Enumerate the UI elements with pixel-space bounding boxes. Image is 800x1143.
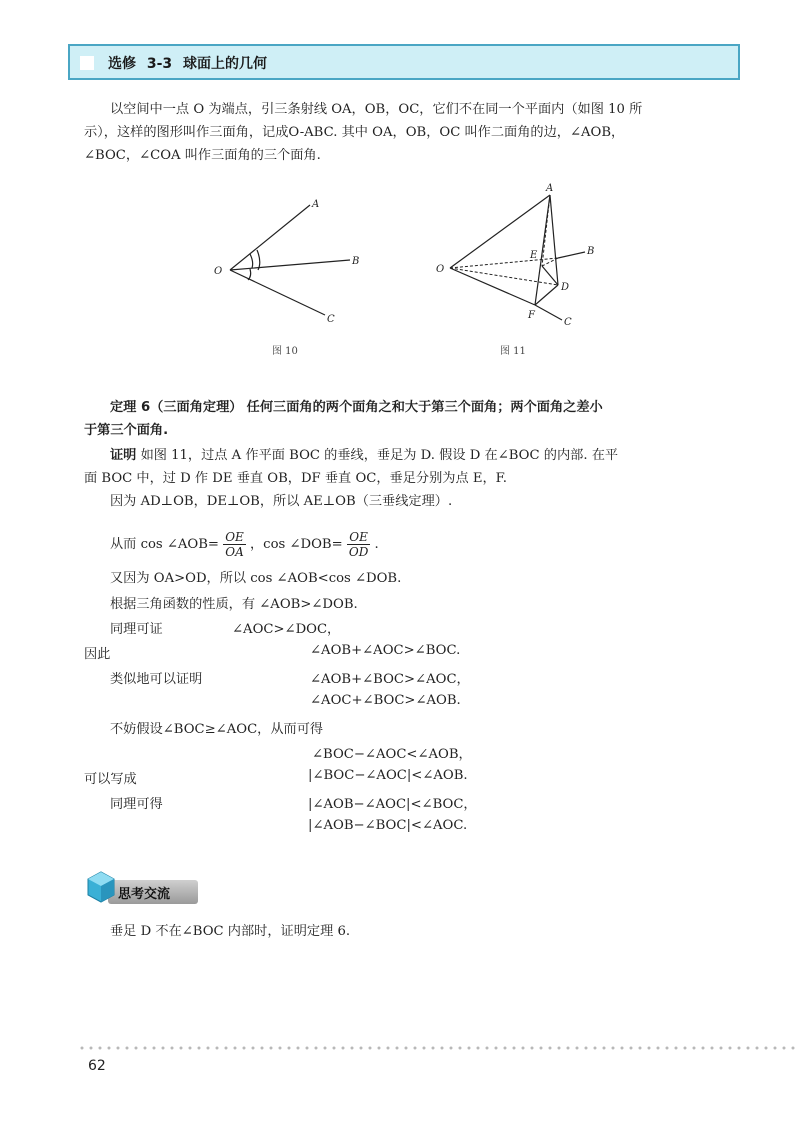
page-number: 62 — [88, 1058, 106, 1074]
fraction-oe-oa — [223, 530, 246, 559]
proof-line-14b: |∠AOB−∠AOC|<∠BOC， — [308, 797, 477, 812]
figure-10 — [200, 190, 380, 350]
think-label: 思考交流 — [118, 887, 171, 902]
fig11-label-F: F — [528, 310, 535, 321]
proof-l4-part-a: 从而 cos ∠AOB= — [110, 537, 219, 552]
fig11-label-A: A — [546, 183, 554, 194]
proof-line-13b: |∠BOC−∠AOC|<∠AOB. — [308, 768, 468, 783]
fraction-oe-od — [347, 530, 370, 559]
proof-line-3: 因为 AD⊥OB，DE⊥OB，所以 AE⊥OB（三垂线定理）. — [110, 494, 453, 509]
proof-line-7b: ∠AOC>∠DOC， — [232, 622, 341, 637]
intro-paragraph — [84, 98, 724, 167]
proof-paragraph — [84, 444, 724, 513]
fig11-label-O: O — [436, 264, 445, 275]
fig11-label-B: B — [587, 246, 595, 257]
proof-line-4 — [110, 530, 379, 559]
think-text: 垂足 D 不在∠BOC 内部时，证明定理 6. — [110, 924, 351, 939]
theorem-text-1: 任何三面角的两个面角之和大于第三个面角；两个面角之差小 — [246, 400, 603, 415]
proof-line-5: 又因为 OA>OD，所以 cos ∠AOB<cos ∠DOB. — [110, 571, 402, 586]
proof-line-15: |∠AOB−∠BOC|<∠AOC. — [308, 818, 468, 833]
fig11-label-C: C — [564, 317, 572, 328]
theorem-paragraph — [84, 396, 724, 442]
cube-icon — [86, 870, 116, 904]
frac1-num: OE — [225, 530, 244, 544]
proof-text-1: 如图 11，过点 A 作平面 BOC 的垂线，垂足为 D. 假设 D 在∠BOC 的内部. 在平 — [140, 448, 619, 463]
proof-line-9b: ∠AOB+∠BOC>∠AOC， — [310, 672, 470, 687]
frac2-den: OD — [348, 545, 369, 559]
footer-dotted-divider — [80, 1045, 800, 1051]
proof-line-12: ∠BOC−∠AOC<∠AOB， — [312, 747, 472, 762]
fig10-label-A: A — [312, 199, 320, 210]
proof-line-14a: 同理可得 — [110, 797, 163, 812]
proof-line-2: 面 BOC 中，过 D 作 DE 垂直 OB，DF 垂直 OC，垂足分别为点 E，F. — [84, 471, 507, 486]
fig10-caption: 图 10 — [272, 346, 298, 357]
proof-line-8b: ∠AOB+∠AOC>∠BOC. — [310, 643, 461, 658]
intro-line-3: ∠BOC，∠COA 叫作三面角的三个面角. — [84, 148, 321, 163]
fig10-label-O: O — [214, 266, 223, 277]
frac2-num: OE — [347, 530, 370, 545]
proof-line-8a: 因此 — [84, 647, 111, 662]
proof-l4-part-b: ，cos ∠DOB= — [250, 537, 343, 552]
proof-line-9a: 类似地可以证明 — [110, 672, 203, 687]
fig11-label-E: E — [530, 250, 538, 261]
figure-11 — [430, 180, 600, 330]
proof-label: 证明 — [110, 448, 137, 463]
proof-line-10: ∠AOC+∠BOC>∠AOB. — [310, 693, 461, 708]
fig11-label-D: D — [561, 282, 570, 293]
proof-l4-part-c: . — [374, 537, 379, 552]
fig10-label-B: B — [352, 256, 360, 267]
frac1-den: OA — [225, 545, 244, 559]
proof-line-13a: 可以写成 — [84, 772, 137, 787]
intro-line-2: 示），这样的图形叫作三面角，记成O-ABC. 其中 OA，OB，OC 叫作二面角的边，∠AOB， — [84, 125, 625, 140]
theorem-line-1 — [84, 396, 724, 419]
theorem-text-2: 于第三个面角. — [84, 423, 169, 438]
fig11-caption: 图 11 — [500, 346, 526, 357]
proof-line-11: 不妨假设∠BOC≥∠AOC，从而可得 — [110, 722, 324, 737]
intro-line-1: 以空间中一点 O 为端点，引三条射线 OA，OB，OC，它们不在同一个平面内（如图 10 所 — [110, 102, 643, 117]
proof-line-7a: 同理可证 — [110, 622, 163, 637]
proof-line-6: 根据三角函数的性质，有 ∠AOB>∠DOB. — [110, 597, 358, 612]
header-square-icon — [80, 56, 94, 70]
think-discuss-badge — [86, 868, 198, 910]
proof-line-1 — [84, 444, 724, 467]
theorem-label: 定理 6（三面角定理） — [110, 400, 243, 415]
section-header — [68, 44, 740, 80]
section-title: 选修 3-3 球面上的几何 — [108, 56, 268, 72]
fig10-label-C: C — [327, 314, 335, 325]
